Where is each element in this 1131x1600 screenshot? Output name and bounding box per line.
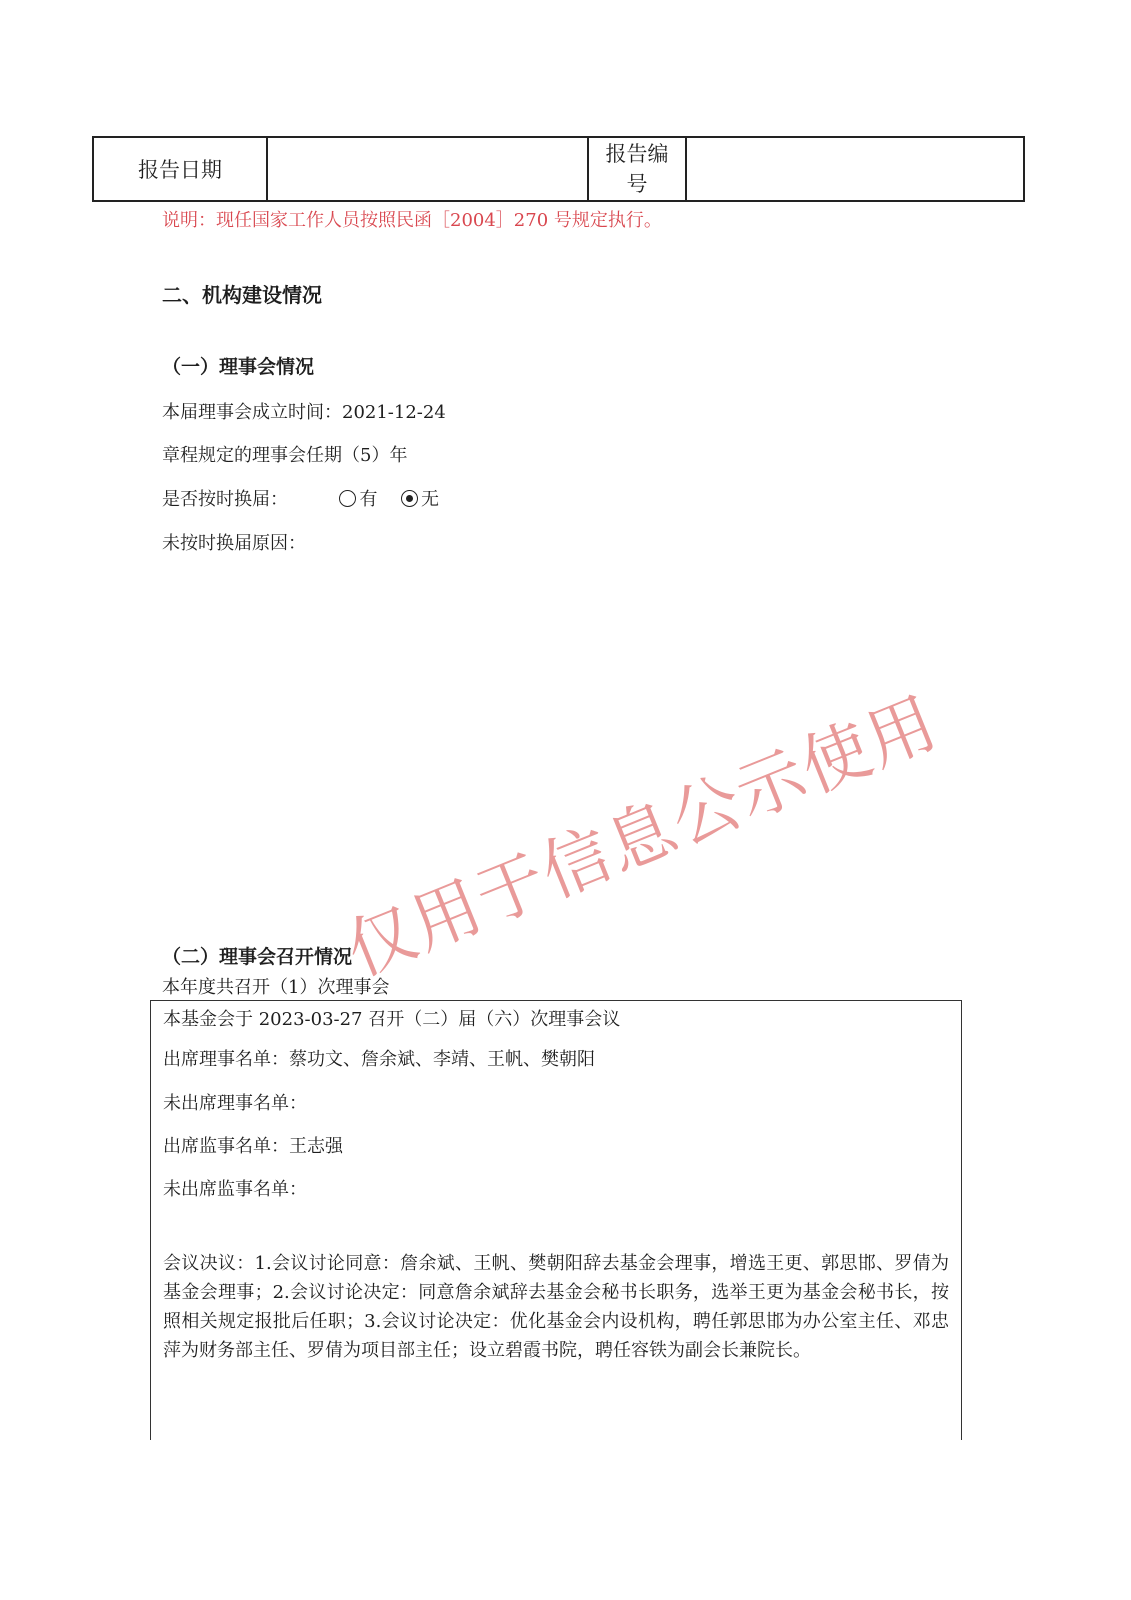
radio-no-label: 无 — [420, 489, 439, 510]
board-info-title: （一）理事会情况 — [162, 356, 315, 378]
on-time-election-label: 是否按时换届： — [162, 489, 288, 510]
note-text: 说明：现任国家工作人员按照民函［2004］270 号规定执行。 — [162, 210, 662, 231]
report-date-value — [267, 137, 588, 201]
meeting-record-box — [150, 1000, 962, 1440]
absent-supervisors: 未出席监事名单： — [163, 1179, 307, 1200]
radio-yes-icon[interactable] — [339, 490, 356, 507]
report-number-value — [686, 137, 1024, 201]
late-election-reason-label: 未按时换届原因： — [162, 533, 306, 554]
meeting-header: 本基金会于 2023-03-27 召开（二）届（六）次理事会议 — [163, 1009, 621, 1030]
board-term: 章程规定的理事会任期（5）年 — [162, 445, 408, 466]
attended-supervisors: 出席监事名单：王志强 — [163, 1136, 343, 1157]
attended-directors: 出席理事名单：蔡功文、詹余斌、李靖、王帆、樊朝阳 — [163, 1049, 595, 1070]
radio-yes-option[interactable] — [339, 489, 383, 510]
board-established-date: 本届理事会成立时间：2021-12-24 — [162, 402, 446, 423]
board-meetings-title: （二）理事会召开情况 — [162, 946, 353, 968]
report-number-label-text: 报告编号 — [605, 142, 669, 196]
radio-no-icon[interactable] — [401, 490, 418, 507]
meeting-resolution: 会议决议：1.会议讨论同意：詹余斌、王帆、樊朝阳辞去基金会理事，增选王更、郭思邯、罗倩为基金会理事；2.会议讨论决定：同意詹余斌辞去基金会秘书长职务，选举王更为基金会秘书长，按照相关规定报批后任职；3.会议讨论决定：优化基金会内设机构，聘任郭思邯为办公室主任、邓忠萍为财务部主任、罗倩为项目部主任；设立碧霞书院，聘任容铁为副会长兼院长。 — [163, 1253, 949, 1361]
watermark: 仅用于信息公示使用 — [335, 682, 950, 993]
absent-directors: 未出席理事名单： — [163, 1093, 307, 1114]
radio-no-option[interactable] — [401, 489, 439, 510]
report-info-table — [92, 136, 1025, 202]
section-title: 二、机构建设情况 — [162, 283, 322, 307]
meeting-count: 本年度共召开（1）次理事会 — [162, 977, 390, 998]
report-date-label: 报告日期 — [93, 137, 267, 201]
report-number-label — [588, 137, 686, 201]
radio-yes-label: 有 — [359, 489, 378, 510]
on-time-election-row — [162, 485, 439, 511]
